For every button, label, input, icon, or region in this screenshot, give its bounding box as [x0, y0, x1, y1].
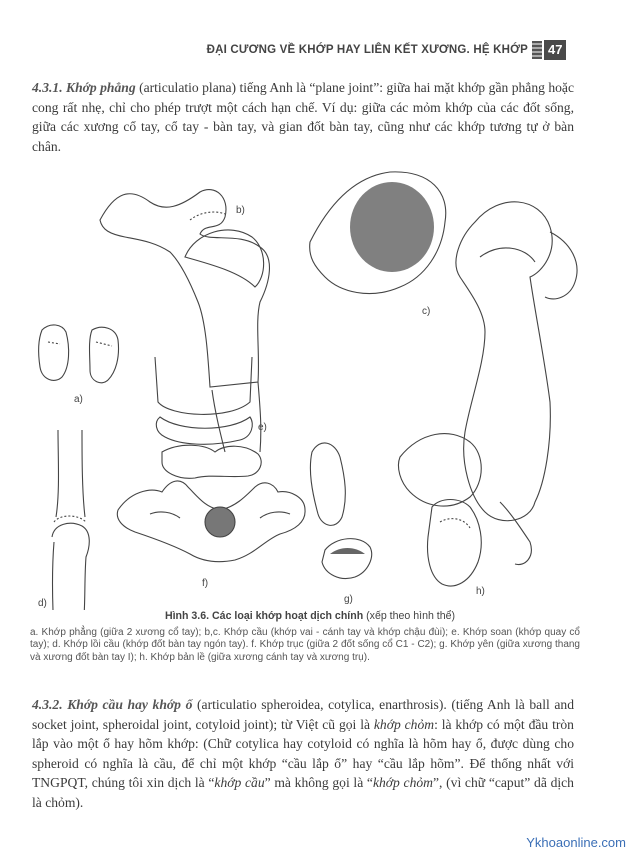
label-h: h): [476, 586, 485, 597]
illustration-h-hinge: [428, 500, 532, 586]
illustration-g-saddle: [310, 443, 371, 579]
illustration-e-wrist: [155, 357, 261, 478]
label-e: e): [258, 422, 267, 433]
page-number-box: [532, 40, 568, 60]
joint-illustrations: [30, 162, 580, 610]
label-d: d): [38, 598, 47, 609]
figure-3-6: [30, 162, 580, 610]
caption-note: (xếp theo hình thể): [363, 610, 456, 622]
figure-caption-body: a. Khớp phẳng (giữa 2 xương cổ tay); b,c. Khớp cầu (khớp vai - cánh tay và khớp chậu đùi); e. Khớp soan (khớp quay cổ tay); d. Khớp lồi cầu (khớp đốt bàn tay ngón tay). f. Khớp trục (giữa 2 đốt sống cổ C1 - C2); g. Khớp yên (giữa xương thang và xương đốt bàn tay I); h. Khớp bản lề (giữa xương cánh tay và xương trụ).: [30, 627, 580, 663]
section-body: (articulatio plana) tiếng Anh là “plane joint”: giữa hai mặt khớp gần phẳng hoặc cong rất nhẹ, chỉ cho phép trượt một cách hạn chế. Ví dụ: giữa các mỏm khớp của các đốt sống, giữa các xương cổ tay, cổ tay - bàn tay, và gian đốt bàn tay, cũng như các khớp tương tự ở bàn chân.: [32, 80, 574, 154]
label-a: a): [74, 394, 83, 405]
label-f: f): [202, 578, 209, 589]
label-b: b): [236, 205, 245, 216]
label-c: c): [422, 306, 431, 317]
term-khop-chom-2: khớp chỏm: [372, 775, 433, 790]
section-heading: 4.3.2. Khớp cầu hay khớp ổ: [32, 697, 193, 712]
watermark-text: Ykhoaonline.com: [526, 835, 626, 850]
page-ornament-icon: [532, 41, 542, 59]
figure-caption-title: [30, 610, 590, 622]
section-body-part: ” mà không gọi là “: [264, 775, 373, 790]
header-title: ĐẠI CƯƠNG VỀ KHỚP HAY LIÊN KẾT XƯƠNG. HỆ KHỚP: [206, 44, 528, 56]
section-heading: 4.3.1. Khớp phẳng: [32, 80, 136, 95]
running-header: [30, 38, 568, 64]
section-4-3-2: [32, 695, 574, 812]
illustration-a-carpals: [39, 325, 119, 383]
illustration-f-atlas-axis: [117, 481, 305, 562]
label-g: g): [344, 594, 353, 605]
section-body-part: (articulatio spheroidea, cotylica, enarthrosis). (tiếng Anh là ball and socket joint, spheroidal joint, cotyloid joint); từ Việt cũ gọi là: [32, 697, 574, 732]
section-body-part: ”, (vì chữ “caput” dã dịch là chỏm).: [32, 775, 574, 810]
illustration-c-hip: [310, 172, 577, 521]
section-4-3-1: [32, 78, 574, 156]
illustration-d-finger: [52, 430, 89, 610]
caption-title-text: Hình 3.6. Các loại khớp hoạt dịch chính: [164, 610, 364, 622]
page-number: 47: [544, 40, 566, 60]
term-khop-cau: khớp cầu: [214, 775, 265, 790]
section-body-part: : là khớp có một đầu tròn lắp vào một ổ hay hõm khớp: (Chữ cotylica hay cotyloid có nghĩa là hõm hay ổ, được dùng cho spheroid có nghĩa là cầu, để chỉ một khớp “cầu lắp ổ” hay “cầu lắp hõm”. Để thống nhất với TNGPQT, chúng tôi xin dịch là “: [32, 716, 574, 790]
term-khop-chom: khớp chỏm: [373, 716, 435, 732]
